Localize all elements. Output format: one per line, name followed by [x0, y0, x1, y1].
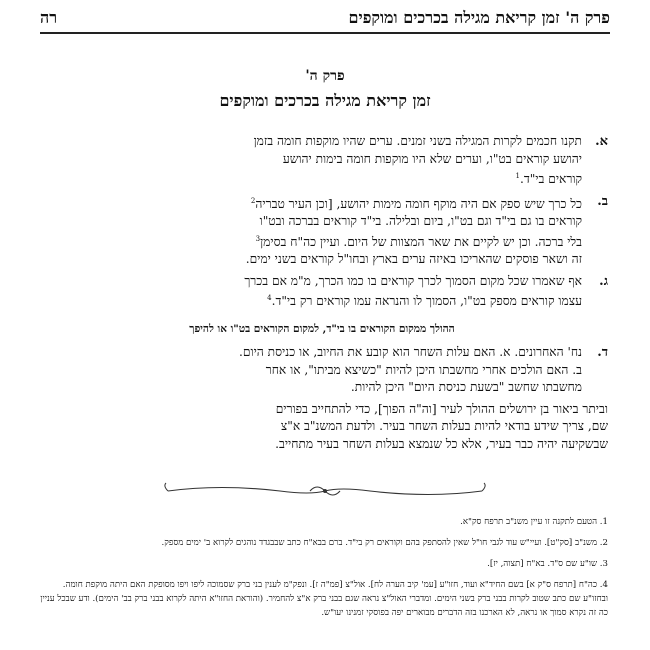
footnote-ref[interactable]: 1 — [515, 172, 520, 180]
footnote-ref[interactable]: 2 — [250, 196, 256, 205]
chapter-label: פרק ה' — [305, 68, 345, 84]
chapter-title: זמן קריאת מגילה בכרכים ומוקפים — [219, 91, 431, 110]
paragraph-marker: ב. — [597, 193, 608, 209]
running-header — [40, 6, 610, 34]
text-line: עצמו קוראים מספק בט"ו, הסמוך לו והנראה עמו קוראים רק בי"ד.$^4$ — [267, 294, 582, 309]
footnote: 3. שו"ע שם ס"ד. בא"ח [תצוה, יז]. — [487, 559, 608, 569]
text-line: יהושע קוראים בט"ו, וערים שלא היו מוקפות חומה בימות יהושע — [282, 151, 582, 166]
text-line: תקנו חכמים לקרות המגילה בשני זמנים. ערים שהיו מוקפות חומה בזמן — [253, 134, 582, 148]
footnote: 4. כה"ח [תרפח ס"ק א] בשם החיד"א ועוד, חזו"ע [עמ' קיב הערה לח]. אול"צ [פמ"ה ז]. ונפק"מ לענין בני ברק שסמוכה ליפו ויפו מסופקת האם היתה מוקפת חומה. ובחזו"ע שם כתב שטוב לקרות בבני ברק בשני הימים. ומדברי האול"צ נראה שגם בבני ברק א"צ להחמיר. (והוראת החזו"א היתה לקרוא בבני ברק בב' הימים). ודע שבכל עניין כה זה נקרא סמוך או נראה, לא הארכנו בזה הדברים מבוארים יפה בפוסקי זמנינו יעו"ש. — [40, 580, 608, 618]
paragraph-marker: ד. — [597, 345, 608, 361]
text-line: שם, צריך שידע בודאי להיות בעלות השחר בעיר. ולדעת המשנ"ב א"צ — [280, 419, 608, 434]
ornament-divider-icon — [160, 480, 490, 502]
footnote: 1. הטעם לתקנה זו עיין משנ"ב תרפח סק"א. — [460, 517, 608, 527]
footnote: 2. משנ"ב [סק"ט]. ועיי"ש עוד לגבי חו"ל שאין להסתפק בהם וקוראים רק בי"ד. ברם בבא"ח כתב שבבגדד נוהגים לקרוא ב' ימים מספק. — [161, 538, 608, 548]
footnote-ref[interactable]: 3 — [255, 234, 261, 243]
footnote-ref[interactable]: 4 — [267, 294, 272, 303]
paragraph-marker: א. — [595, 134, 608, 149]
paragraph-c — [36, 273, 608, 311]
header-title: פרק ה' זמן קריאת מגילה בכרכים ומוקפים — [348, 8, 610, 27]
text-line: כל כרך שיש ספק אם היה מוקף חומה מימות יהושע, [וכן העיר טבריה$^2$ — [250, 196, 582, 211]
chapter-heading — [40, 68, 610, 111]
paragraph-d-continuation — [36, 401, 608, 454]
text-line: וביתר ביאור בן ירושלים ההולך לעיר [וה"ה הפוך], כדי להתחייב בפורים — [275, 401, 608, 416]
paragraph-a — [36, 133, 608, 189]
text-line: קוראים בו גם בי"ד וגם בט"ו, ביום ובלילה. בי"ד קוראים בברכה ובט"ו — [259, 214, 582, 229]
text-line: נח' האחרונים. א. האם עלות השחר הוא קובע את החיוב, או כניסת היום. — [239, 345, 582, 360]
text-line: ב. האם הולכים אחרי מחשבתו היכן להיות "כשיצא מביתו", או אחר — [265, 362, 582, 377]
paragraph-b — [36, 193, 608, 269]
text-line: זה ושאר פוסקים שהאריכו באיזה ערים בארץ ובחו"ל קוראים בשני ימים. — [245, 252, 582, 267]
paragraph-marker: ג. — [599, 273, 608, 289]
main-text — [36, 133, 608, 453]
page-number: רה — [40, 8, 58, 27]
text-line: שבשקיעה יהיה כבר בעיר, אלא כל שנמצא בעלות השחר בעיר מתחייב. — [275, 436, 608, 451]
text-line: קוראים בי"ד.$^1$ — [515, 172, 582, 187]
footnotes — [36, 515, 608, 627]
text-line: מחשבתו שחשב "בשעת כניסת היום" היכן להיות. — [350, 380, 582, 395]
paragraph-d — [36, 344, 608, 397]
text-line: בלי ברכה. וכן יש לקיים את שאר המצוות של היום. ועיין כה"ח בסימן$^3$ — [255, 234, 582, 249]
text-line: אף שאמרו שכל מקום הסמוך לכרך קוראים בו כמו הכרך, מ"מ אם בכרך — [244, 273, 582, 288]
section-subheading: ההולך ממקום הקוראים בו בי"ד, למקום הקוראים בט"ו או להיפך — [189, 322, 455, 335]
